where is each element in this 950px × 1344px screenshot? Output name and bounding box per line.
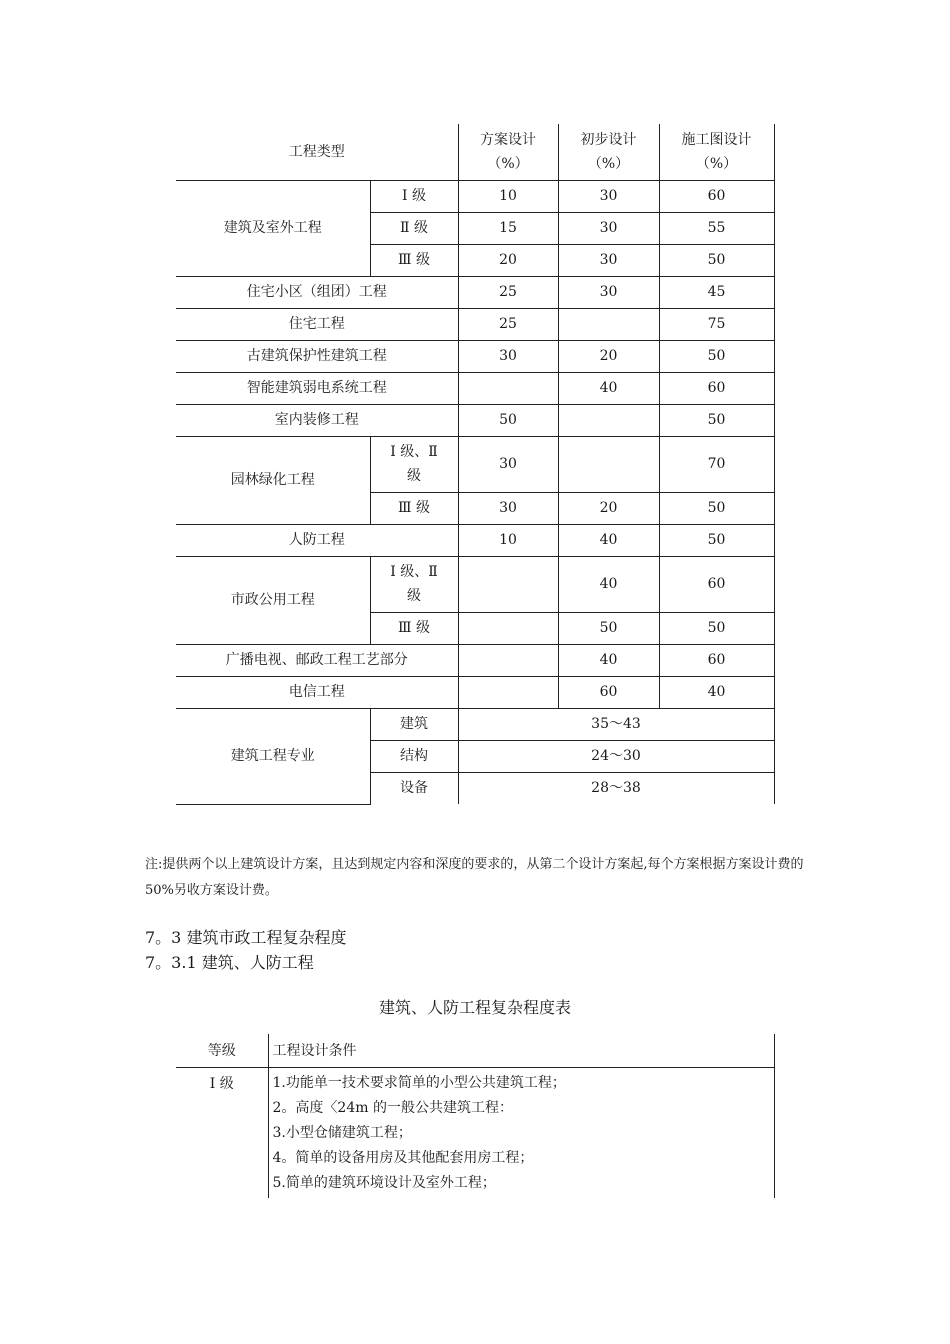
construction-cell: 45	[659, 276, 774, 308]
header-prelim: 初步设计 （%）	[558, 124, 659, 180]
grade-cell: Ⅱ 级	[370, 212, 458, 244]
construction-cell: 60	[659, 644, 774, 676]
condition-item: 3.小型仓储建筑工程；	[272, 1125, 412, 1141]
specialty-range: 24～30	[458, 740, 774, 772]
prelim-cell: 50	[558, 612, 659, 644]
scheme-cell	[458, 644, 558, 676]
construction-cell: 60	[659, 372, 774, 404]
scheme-cell: 25	[458, 276, 558, 308]
scheme-cell: 25	[458, 308, 558, 340]
prelim-cell: 20	[558, 340, 659, 372]
scheme-cell: 10	[458, 180, 558, 212]
table-row	[176, 340, 774, 372]
scheme-cell: 30	[458, 436, 558, 492]
specialty-name: 结构	[370, 740, 458, 772]
condition-item: 4。简单的设备用房及其他配套用房工程；	[272, 1150, 534, 1166]
table-row	[176, 404, 774, 436]
construction-cell: 60	[659, 180, 774, 212]
table-row	[176, 676, 774, 708]
construction-cell: 50	[659, 612, 774, 644]
grade-cell: Ⅲ 级	[370, 612, 458, 644]
row-label: 建筑及室外工程	[176, 180, 370, 276]
row-label: 住宅工程	[176, 308, 458, 340]
table-row	[176, 308, 774, 340]
table-row	[176, 436, 774, 492]
construction-cell: 60	[659, 556, 774, 612]
construction-cell: 75	[659, 308, 774, 340]
header-conditions: 工程设计条件	[268, 1034, 774, 1068]
grade-cell: Ⅲ 级	[370, 492, 458, 524]
scheme-cell	[458, 372, 558, 404]
prelim-cell	[558, 308, 659, 340]
scheme-cell: 15	[458, 212, 558, 244]
grade-cell: Ⅰ 级	[370, 180, 458, 212]
condition-item: 5.简单的建筑环境设计及室外工程；	[272, 1175, 496, 1191]
design-stage-ratio-table	[176, 124, 775, 805]
row-label: 古建筑保护性建筑工程	[176, 340, 458, 372]
prelim-cell: 30	[558, 244, 659, 276]
row-label: 广播电视、邮政工程工艺部分	[176, 644, 458, 676]
row-label: 建筑工程专业	[176, 708, 370, 804]
table-row	[176, 644, 774, 676]
table-row	[176, 1068, 774, 1198]
specialty-name: 设备	[370, 772, 458, 804]
table-row	[176, 276, 774, 308]
row-label: 市政公用工程	[176, 556, 370, 644]
table-note: 注:提供两个以上建筑设计方案，且达到规定内容和深度的要求的，从第二个设计方案起,每个方案根据方案设计费的 50%另收方案设计费。	[145, 857, 804, 898]
construction-cell: 40	[659, 676, 774, 708]
conditions-cell	[268, 1068, 774, 1198]
scheme-cell	[458, 556, 558, 612]
grade-cell: Ⅲ 级	[370, 244, 458, 276]
grade-cell: Ⅰ 级、Ⅱ 级	[370, 556, 458, 612]
header-construction: 施工图设计 （%）	[659, 124, 774, 180]
row-label: 住宅小区（组团）工程	[176, 276, 458, 308]
construction-cell: 55	[659, 212, 774, 244]
prelim-cell: 40	[558, 524, 659, 556]
prelim-cell	[558, 404, 659, 436]
scheme-cell: 50	[458, 404, 558, 436]
table-row	[176, 556, 774, 612]
prelim-cell: 60	[558, 676, 659, 708]
row-label: 园林绿化工程	[176, 436, 370, 524]
prelim-cell: 30	[558, 212, 659, 244]
prelim-cell	[558, 436, 659, 492]
scheme-cell	[458, 612, 558, 644]
scheme-cell: 30	[458, 492, 558, 524]
construction-cell: 50	[659, 524, 774, 556]
condition-item: 2。高度〈24m 的一般公共建筑工程：	[272, 1100, 513, 1116]
row-label: 电信工程	[176, 676, 458, 708]
prelim-cell: 40	[558, 644, 659, 676]
table-caption: 建筑、人防工程复杂程度表	[378, 998, 571, 1017]
grade-cell: Ⅰ 级、Ⅱ 级	[370, 436, 458, 492]
prelim-cell: 20	[558, 492, 659, 524]
table-row	[176, 180, 774, 212]
scheme-cell	[458, 676, 558, 708]
condition-item: 1.功能单一技术要求简单的小型公共建筑工程；	[272, 1075, 566, 1091]
header-project-type: 工程类型	[176, 124, 458, 180]
row-label: 室内装修工程	[176, 404, 458, 436]
header-grade: 等级	[176, 1034, 268, 1068]
row-label: 人防工程	[176, 524, 458, 556]
specialty-range: 35～43	[458, 708, 774, 740]
table-row	[176, 524, 774, 556]
table-row	[176, 708, 774, 740]
scheme-cell: 20	[458, 244, 558, 276]
prelim-cell: 30	[558, 180, 659, 212]
row-label: 智能建筑弱电系统工程	[176, 372, 458, 404]
specialty-name: 建筑	[370, 708, 458, 740]
complexity-table	[176, 1034, 775, 1198]
header-scheme: 方案设计 （%）	[458, 124, 558, 180]
construction-cell: 50	[659, 492, 774, 524]
construction-cell: 70	[659, 436, 774, 492]
scheme-cell: 30	[458, 340, 558, 372]
prelim-cell: 40	[558, 556, 659, 612]
construction-cell: 50	[659, 404, 774, 436]
table-row	[176, 372, 774, 404]
section-heading-7-3-1: 7。3.1 建筑、人防工程	[145, 953, 314, 972]
specialty-range: 28～38	[458, 772, 774, 804]
construction-cell: 50	[659, 244, 774, 276]
prelim-cell: 40	[558, 372, 659, 404]
scheme-cell: 10	[458, 524, 558, 556]
section-heading-7-3: 7。3 建筑市政工程复杂程度	[145, 928, 347, 947]
construction-cell: 50	[659, 340, 774, 372]
grade-cell: Ⅰ 级	[176, 1068, 268, 1198]
prelim-cell: 30	[558, 276, 659, 308]
